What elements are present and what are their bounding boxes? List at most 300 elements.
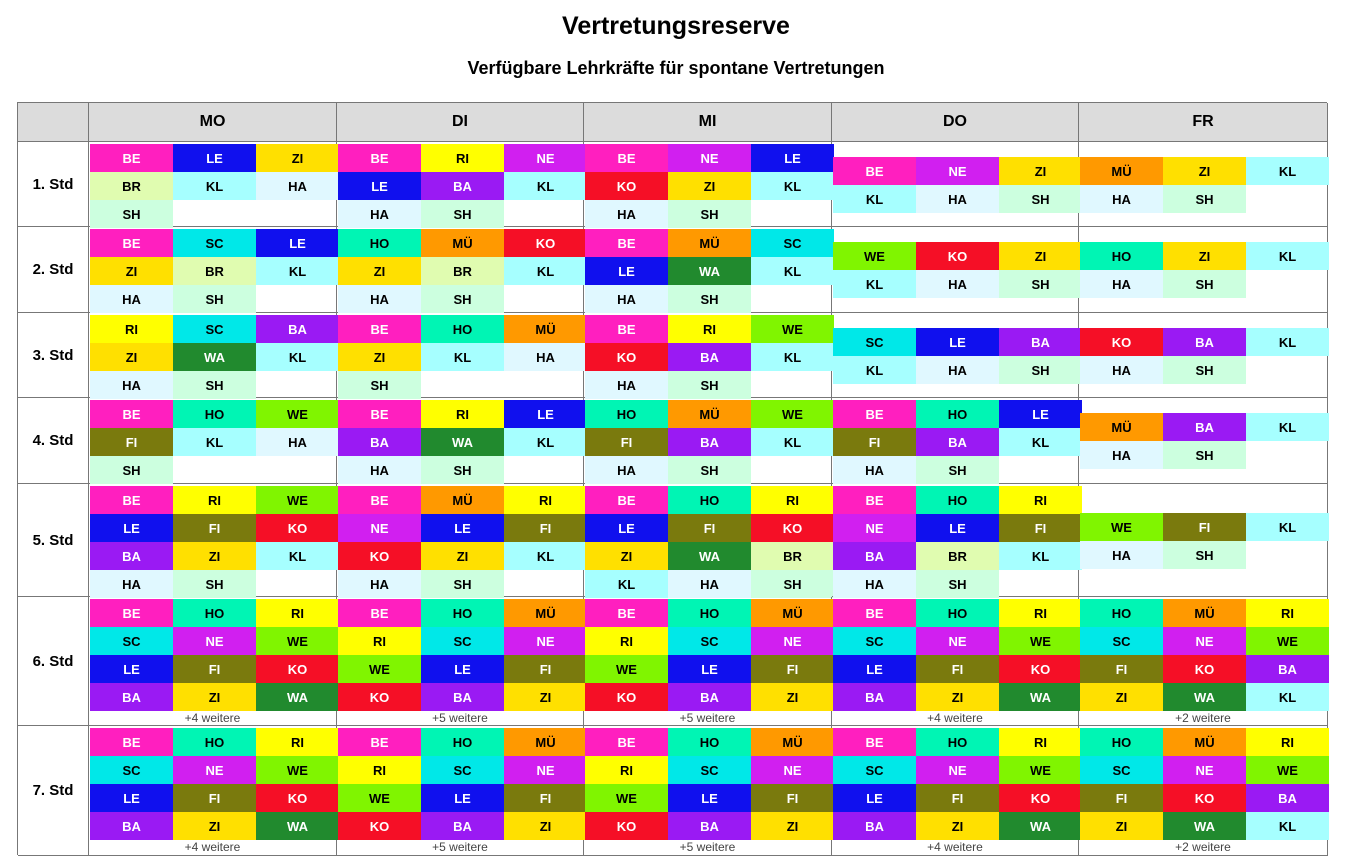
teacher-chip[interactable]: BE	[833, 728, 916, 756]
teacher-chip[interactable]: KL	[751, 428, 834, 456]
teacher-chip[interactable]: SH	[668, 456, 751, 484]
teacher-chip[interactable]: SH	[421, 570, 504, 598]
teacher-chip[interactable]: KO	[999, 784, 1082, 812]
teacher-chip[interactable]: SC	[90, 756, 173, 784]
teacher-chip[interactable]: HA	[338, 570, 421, 598]
teacher-chip[interactable]: WE	[338, 655, 421, 683]
teacher-chip[interactable]: NE	[916, 756, 999, 784]
teacher-chip[interactable]: HA	[585, 456, 668, 484]
teacher-chip[interactable]: FI	[1163, 513, 1246, 541]
teacher-chip[interactable]: LE	[999, 400, 1082, 428]
teacher-chip[interactable]: FI	[751, 655, 834, 683]
teacher-chip[interactable]: LE	[668, 784, 751, 812]
teacher-chip[interactable]: HO	[668, 599, 751, 627]
teacher-chip[interactable]: BE	[833, 599, 916, 627]
teacher-chip[interactable]: ZI	[1163, 157, 1246, 185]
teacher-chip[interactable]: HA	[668, 570, 751, 598]
teacher-chip[interactable]: ZI	[999, 157, 1082, 185]
teacher-chip[interactable]: BE	[833, 400, 916, 428]
teacher-chip[interactable]: BE	[338, 728, 421, 756]
teacher-chip[interactable]: ZI	[999, 242, 1082, 270]
teacher-chip[interactable]: SH	[999, 270, 1082, 298]
teacher-chip[interactable]: WE	[1080, 513, 1163, 541]
teacher-chip[interactable]: SH	[668, 285, 751, 313]
teacher-chip[interactable]: KL	[999, 542, 1082, 570]
teacher-chip[interactable]: BA	[90, 683, 173, 711]
teacher-chip[interactable]: LE	[833, 655, 916, 683]
teacher-chip[interactable]: HO	[668, 728, 751, 756]
teacher-chip[interactable]: BA	[1163, 413, 1246, 441]
teacher-chip[interactable]: SH	[421, 285, 504, 313]
teacher-chip[interactable]: ZI	[751, 683, 834, 711]
teacher-chip[interactable]: ZI	[338, 257, 421, 285]
teacher-chip[interactable]: SC	[1080, 627, 1163, 655]
teacher-chip[interactable]: KL	[833, 270, 916, 298]
teacher-chip[interactable]: KO	[338, 542, 421, 570]
teacher-chip[interactable]: BE	[338, 315, 421, 343]
teacher-chip[interactable]: BA	[668, 343, 751, 371]
teacher-chip[interactable]: RI	[504, 486, 587, 514]
teacher-chip[interactable]: BE	[585, 599, 668, 627]
teacher-chip[interactable]: SC	[173, 229, 256, 257]
teacher-chip[interactable]: HO	[1080, 728, 1163, 756]
teacher-chip[interactable]: SC	[668, 756, 751, 784]
teacher-chip[interactable]: HA	[256, 428, 339, 456]
teacher-chip[interactable]: SH	[668, 371, 751, 399]
teacher-chip[interactable]: BA	[833, 542, 916, 570]
teacher-chip[interactable]: WE	[256, 486, 339, 514]
teacher-chip[interactable]: BA	[338, 428, 421, 456]
teacher-chip[interactable]: FI	[173, 514, 256, 542]
teacher-chip[interactable]: BE	[90, 599, 173, 627]
teacher-chip[interactable]: KO	[585, 343, 668, 371]
teacher-chip[interactable]: NE	[173, 627, 256, 655]
teacher-chip[interactable]: HO	[1080, 242, 1163, 270]
teacher-chip[interactable]: SC	[421, 756, 504, 784]
teacher-chip[interactable]: FI	[916, 784, 999, 812]
teacher-chip[interactable]: NE	[504, 756, 587, 784]
teacher-chip[interactable]: HA	[1080, 356, 1163, 384]
teacher-chip[interactable]: KL	[1246, 242, 1329, 270]
teacher-chip[interactable]: BE	[338, 144, 421, 172]
teacher-chip[interactable]: BE	[585, 229, 668, 257]
teacher-chip[interactable]: FI	[668, 514, 751, 542]
teacher-chip[interactable]: KL	[504, 172, 587, 200]
teacher-chip[interactable]: SC	[833, 328, 916, 356]
teacher-chip[interactable]: HO	[421, 728, 504, 756]
teacher-chip[interactable]: BA	[668, 812, 751, 840]
teacher-chip[interactable]: LE	[668, 655, 751, 683]
teacher-chip[interactable]: WE	[999, 756, 1082, 784]
teacher-chip[interactable]: LE	[90, 655, 173, 683]
teacher-chip[interactable]: SH	[1163, 541, 1246, 569]
teacher-chip[interactable]: MÜ	[1163, 728, 1246, 756]
teacher-chip[interactable]: KL	[833, 185, 916, 213]
teacher-chip[interactable]: HO	[1080, 599, 1163, 627]
teacher-chip[interactable]: ZI	[916, 812, 999, 840]
teacher-chip[interactable]: RI	[999, 486, 1082, 514]
teacher-chip[interactable]: BE	[90, 229, 173, 257]
teacher-chip[interactable]: MÜ	[668, 229, 751, 257]
teacher-chip[interactable]: HA	[833, 570, 916, 598]
teacher-chip[interactable]: FI	[1080, 655, 1163, 683]
teacher-chip[interactable]: ZI	[90, 343, 173, 371]
teacher-chip[interactable]: FI	[173, 655, 256, 683]
teacher-chip[interactable]: WE	[585, 784, 668, 812]
teacher-chip[interactable]: BA	[668, 428, 751, 456]
teacher-chip[interactable]: HA	[90, 570, 173, 598]
teacher-chip[interactable]: MÜ	[1080, 157, 1163, 185]
teacher-chip[interactable]: BA	[668, 683, 751, 711]
teacher-chip[interactable]: RI	[668, 315, 751, 343]
teacher-chip[interactable]: WE	[585, 655, 668, 683]
teacher-chip[interactable]: WE	[751, 400, 834, 428]
teacher-chip[interactable]: WA	[668, 257, 751, 285]
teacher-chip[interactable]: HA	[916, 185, 999, 213]
teacher-chip[interactable]: KL	[421, 343, 504, 371]
teacher-chip[interactable]: BA	[999, 328, 1082, 356]
teacher-chip[interactable]: KO	[504, 229, 587, 257]
teacher-chip[interactable]: KL	[173, 172, 256, 200]
teacher-chip[interactable]: RI	[585, 627, 668, 655]
teacher-chip[interactable]: SH	[751, 570, 834, 598]
teacher-chip[interactable]: SH	[173, 285, 256, 313]
teacher-chip[interactable]: BA	[421, 683, 504, 711]
teacher-chip[interactable]: NE	[504, 144, 587, 172]
teacher-chip[interactable]: SH	[90, 456, 173, 484]
teacher-chip[interactable]: LE	[421, 655, 504, 683]
teacher-chip[interactable]: FI	[90, 428, 173, 456]
teacher-chip[interactable]: HO	[916, 400, 999, 428]
teacher-chip[interactable]: LE	[338, 172, 421, 200]
teacher-chip[interactable]: ZI	[1163, 242, 1246, 270]
teacher-chip[interactable]: BA	[90, 812, 173, 840]
teacher-chip[interactable]: HA	[833, 456, 916, 484]
teacher-chip[interactable]: ZI	[173, 812, 256, 840]
teacher-chip[interactable]: ZI	[256, 144, 339, 172]
teacher-chip[interactable]: HA	[1080, 441, 1163, 469]
teacher-chip[interactable]: HO	[173, 400, 256, 428]
teacher-chip[interactable]: HA	[338, 456, 421, 484]
teacher-chip[interactable]: BE	[585, 315, 668, 343]
teacher-chip[interactable]: ZI	[751, 812, 834, 840]
teacher-chip[interactable]: BE	[90, 144, 173, 172]
teacher-chip[interactable]: HA	[338, 285, 421, 313]
teacher-chip[interactable]: KL	[504, 428, 587, 456]
teacher-chip[interactable]: HA	[1080, 185, 1163, 213]
teacher-chip[interactable]: RI	[421, 400, 504, 428]
teacher-chip[interactable]: BE	[585, 144, 668, 172]
teacher-chip[interactable]: WE	[256, 756, 339, 784]
teacher-chip[interactable]: RI	[585, 756, 668, 784]
teacher-chip[interactable]: FI	[751, 784, 834, 812]
teacher-chip[interactable]: FI	[504, 655, 587, 683]
teacher-chip[interactable]: BA	[256, 315, 339, 343]
teacher-chip[interactable]: KO	[338, 683, 421, 711]
teacher-chip[interactable]: ZI	[173, 683, 256, 711]
teacher-chip[interactable]: WA	[668, 542, 751, 570]
teacher-chip[interactable]: LE	[421, 514, 504, 542]
teacher-chip[interactable]: SH	[90, 200, 173, 228]
teacher-chip[interactable]: NE	[916, 627, 999, 655]
teacher-chip[interactable]: MÜ	[504, 599, 587, 627]
teacher-chip[interactable]: WA	[1163, 812, 1246, 840]
teacher-chip[interactable]: MÜ	[504, 315, 587, 343]
teacher-chip[interactable]: KL	[1246, 328, 1329, 356]
teacher-chip[interactable]: BR	[421, 257, 504, 285]
teacher-chip[interactable]: BE	[90, 400, 173, 428]
teacher-chip[interactable]: NE	[668, 144, 751, 172]
teacher-chip[interactable]: KO	[585, 812, 668, 840]
teacher-chip[interactable]: WA	[256, 683, 339, 711]
teacher-chip[interactable]: FI	[504, 784, 587, 812]
teacher-chip[interactable]: MÜ	[1080, 413, 1163, 441]
teacher-chip[interactable]: WA	[999, 683, 1082, 711]
teacher-chip[interactable]: HO	[173, 599, 256, 627]
teacher-chip[interactable]: NE	[751, 627, 834, 655]
teacher-chip[interactable]: KL	[751, 343, 834, 371]
teacher-chip[interactable]: SC	[1080, 756, 1163, 784]
teacher-chip[interactable]: WE	[1246, 756, 1329, 784]
teacher-chip[interactable]: BA	[1246, 784, 1329, 812]
teacher-chip[interactable]: KO	[1163, 784, 1246, 812]
teacher-chip[interactable]: MÜ	[751, 728, 834, 756]
teacher-chip[interactable]: WE	[999, 627, 1082, 655]
teacher-chip[interactable]: FI	[173, 784, 256, 812]
teacher-chip[interactable]: KL	[585, 570, 668, 598]
teacher-chip[interactable]: KL	[1246, 413, 1329, 441]
teacher-chip[interactable]: KL	[504, 257, 587, 285]
teacher-chip[interactable]: BA	[90, 542, 173, 570]
teacher-chip[interactable]: HA	[504, 343, 587, 371]
teacher-chip[interactable]: MÜ	[751, 599, 834, 627]
teacher-chip[interactable]: HO	[916, 486, 999, 514]
teacher-chip[interactable]: SC	[833, 627, 916, 655]
teacher-chip[interactable]: KL	[256, 343, 339, 371]
teacher-chip[interactable]: HA	[585, 200, 668, 228]
teacher-chip[interactable]: LE	[833, 784, 916, 812]
teacher-chip[interactable]: FI	[1080, 784, 1163, 812]
teacher-chip[interactable]: NE	[1163, 627, 1246, 655]
teacher-chip[interactable]: BE	[833, 486, 916, 514]
teacher-chip[interactable]: WE	[256, 627, 339, 655]
teacher-chip[interactable]: NE	[833, 514, 916, 542]
teacher-chip[interactable]: HA	[90, 371, 173, 399]
teacher-chip[interactable]: KL	[256, 257, 339, 285]
teacher-chip[interactable]: BA	[1246, 655, 1329, 683]
teacher-chip[interactable]: RI	[999, 599, 1082, 627]
teacher-chip[interactable]: KL	[1246, 812, 1329, 840]
teacher-chip[interactable]: BR	[751, 542, 834, 570]
teacher-chip[interactable]: BE	[338, 400, 421, 428]
teacher-chip[interactable]: SH	[1163, 356, 1246, 384]
teacher-chip[interactable]: KO	[916, 242, 999, 270]
teacher-chip[interactable]: RI	[1246, 599, 1329, 627]
teacher-chip[interactable]: HO	[916, 599, 999, 627]
teacher-chip[interactable]: KO	[999, 655, 1082, 683]
teacher-chip[interactable]: BE	[585, 728, 668, 756]
teacher-chip[interactable]: HA	[1080, 270, 1163, 298]
teacher-chip[interactable]: KL	[173, 428, 256, 456]
teacher-chip[interactable]: ZI	[1080, 812, 1163, 840]
teacher-chip[interactable]: SH	[999, 185, 1082, 213]
teacher-chip[interactable]: KL	[999, 428, 1082, 456]
teacher-chip[interactable]: LE	[256, 229, 339, 257]
teacher-chip[interactable]: SH	[916, 456, 999, 484]
teacher-chip[interactable]: ZI	[173, 542, 256, 570]
teacher-chip[interactable]: HA	[916, 356, 999, 384]
teacher-chip[interactable]: HA	[1080, 541, 1163, 569]
teacher-chip[interactable]: ZI	[504, 812, 587, 840]
teacher-chip[interactable]: LE	[751, 144, 834, 172]
teacher-chip[interactable]: SH	[421, 456, 504, 484]
teacher-chip[interactable]: RI	[751, 486, 834, 514]
teacher-chip[interactable]: KL	[1246, 157, 1329, 185]
teacher-chip[interactable]: LE	[90, 784, 173, 812]
teacher-chip[interactable]: SH	[668, 200, 751, 228]
teacher-chip[interactable]: SH	[1163, 441, 1246, 469]
teacher-chip[interactable]: SC	[90, 627, 173, 655]
teacher-chip[interactable]: WE	[833, 242, 916, 270]
teacher-chip[interactable]: NE	[504, 627, 587, 655]
teacher-chip[interactable]: WE	[256, 400, 339, 428]
teacher-chip[interactable]: BR	[173, 257, 256, 285]
teacher-chip[interactable]: RI	[90, 315, 173, 343]
teacher-chip[interactable]: ZI	[1080, 683, 1163, 711]
teacher-chip[interactable]: ZI	[421, 542, 504, 570]
teacher-chip[interactable]: LE	[504, 400, 587, 428]
teacher-chip[interactable]: SC	[751, 229, 834, 257]
teacher-chip[interactable]: NE	[751, 756, 834, 784]
teacher-chip[interactable]: RI	[1246, 728, 1329, 756]
teacher-chip[interactable]: LE	[173, 144, 256, 172]
teacher-chip[interactable]: BE	[833, 157, 916, 185]
teacher-chip[interactable]: NE	[1163, 756, 1246, 784]
teacher-chip[interactable]: NE	[338, 514, 421, 542]
teacher-chip[interactable]: BR	[90, 172, 173, 200]
teacher-chip[interactable]: LE	[916, 328, 999, 356]
teacher-chip[interactable]: LE	[421, 784, 504, 812]
teacher-chip[interactable]: BA	[833, 683, 916, 711]
teacher-chip[interactable]: MÜ	[504, 728, 587, 756]
teacher-chip[interactable]: HA	[90, 285, 173, 313]
teacher-chip[interactable]: RI	[999, 728, 1082, 756]
teacher-chip[interactable]: SH	[173, 570, 256, 598]
teacher-chip[interactable]: SC	[421, 627, 504, 655]
teacher-chip[interactable]: FI	[504, 514, 587, 542]
teacher-chip[interactable]: KO	[1163, 655, 1246, 683]
teacher-chip[interactable]: NE	[916, 157, 999, 185]
teacher-chip[interactable]: SH	[1163, 185, 1246, 213]
teacher-chip[interactable]: SH	[173, 371, 256, 399]
teacher-chip[interactable]: KO	[1080, 328, 1163, 356]
teacher-chip[interactable]: KO	[256, 514, 339, 542]
teacher-chip[interactable]: KO	[751, 514, 834, 542]
teacher-chip[interactable]: NE	[173, 756, 256, 784]
teacher-chip[interactable]: HA	[256, 172, 339, 200]
teacher-chip[interactable]: ZI	[504, 683, 587, 711]
teacher-chip[interactable]: ZI	[90, 257, 173, 285]
teacher-chip[interactable]: LE	[90, 514, 173, 542]
teacher-chip[interactable]: HO	[338, 229, 421, 257]
teacher-chip[interactable]: WA	[1163, 683, 1246, 711]
teacher-chip[interactable]: ZI	[916, 683, 999, 711]
teacher-chip[interactable]: HA	[585, 371, 668, 399]
teacher-chip[interactable]: KO	[585, 172, 668, 200]
teacher-chip[interactable]: BE	[90, 486, 173, 514]
teacher-chip[interactable]: RI	[338, 756, 421, 784]
teacher-chip[interactable]: KO	[585, 683, 668, 711]
teacher-chip[interactable]: RI	[173, 486, 256, 514]
teacher-chip[interactable]: KL	[1246, 683, 1329, 711]
teacher-chip[interactable]: BE	[338, 486, 421, 514]
teacher-chip[interactable]: BE	[338, 599, 421, 627]
teacher-chip[interactable]: KL	[833, 356, 916, 384]
teacher-chip[interactable]: BA	[1163, 328, 1246, 356]
teacher-chip[interactable]: WE	[1246, 627, 1329, 655]
teacher-chip[interactable]: LE	[585, 514, 668, 542]
teacher-chip[interactable]: ZI	[585, 542, 668, 570]
teacher-chip[interactable]: BA	[916, 428, 999, 456]
teacher-chip[interactable]: FI	[833, 428, 916, 456]
teacher-chip[interactable]: HO	[421, 599, 504, 627]
teacher-chip[interactable]: RI	[338, 627, 421, 655]
teacher-chip[interactable]: HA	[916, 270, 999, 298]
teacher-chip[interactable]: SC	[833, 756, 916, 784]
teacher-chip[interactable]: RI	[256, 599, 339, 627]
teacher-chip[interactable]: SH	[916, 570, 999, 598]
teacher-chip[interactable]: WA	[421, 428, 504, 456]
teacher-chip[interactable]: ZI	[668, 172, 751, 200]
teacher-chip[interactable]: HO	[421, 315, 504, 343]
teacher-chip[interactable]: RI	[421, 144, 504, 172]
teacher-chip[interactable]: WE	[751, 315, 834, 343]
teacher-chip[interactable]: WA	[173, 343, 256, 371]
teacher-chip[interactable]: MÜ	[668, 400, 751, 428]
teacher-chip[interactable]: KL	[504, 542, 587, 570]
teacher-chip[interactable]: SC	[173, 315, 256, 343]
teacher-chip[interactable]: LE	[585, 257, 668, 285]
teacher-chip[interactable]: HO	[585, 400, 668, 428]
teacher-chip[interactable]: KO	[256, 655, 339, 683]
teacher-chip[interactable]: BE	[585, 486, 668, 514]
teacher-chip[interactable]: HO	[668, 486, 751, 514]
teacher-chip[interactable]: KO	[338, 812, 421, 840]
teacher-chip[interactable]: FI	[999, 514, 1082, 542]
teacher-chip[interactable]: SC	[668, 627, 751, 655]
teacher-chip[interactable]: BA	[421, 172, 504, 200]
teacher-chip[interactable]: WA	[256, 812, 339, 840]
teacher-chip[interactable]: KL	[1246, 513, 1329, 541]
teacher-chip[interactable]: HA	[338, 200, 421, 228]
teacher-chip[interactable]: BR	[916, 542, 999, 570]
teacher-chip[interactable]: SH	[338, 371, 421, 399]
teacher-chip[interactable]: BA	[833, 812, 916, 840]
teacher-chip[interactable]: HA	[585, 285, 668, 313]
teacher-chip[interactable]: SH	[1163, 270, 1246, 298]
teacher-chip[interactable]: FI	[916, 655, 999, 683]
teacher-chip[interactable]: MÜ	[421, 229, 504, 257]
teacher-chip[interactable]: KL	[256, 542, 339, 570]
teacher-chip[interactable]: ZI	[338, 343, 421, 371]
teacher-chip[interactable]: FI	[585, 428, 668, 456]
teacher-chip[interactable]: KL	[751, 172, 834, 200]
teacher-chip[interactable]: KO	[256, 784, 339, 812]
teacher-chip[interactable]: SH	[999, 356, 1082, 384]
teacher-chip[interactable]: SH	[421, 200, 504, 228]
teacher-chip[interactable]: RI	[256, 728, 339, 756]
teacher-chip[interactable]: MÜ	[1163, 599, 1246, 627]
